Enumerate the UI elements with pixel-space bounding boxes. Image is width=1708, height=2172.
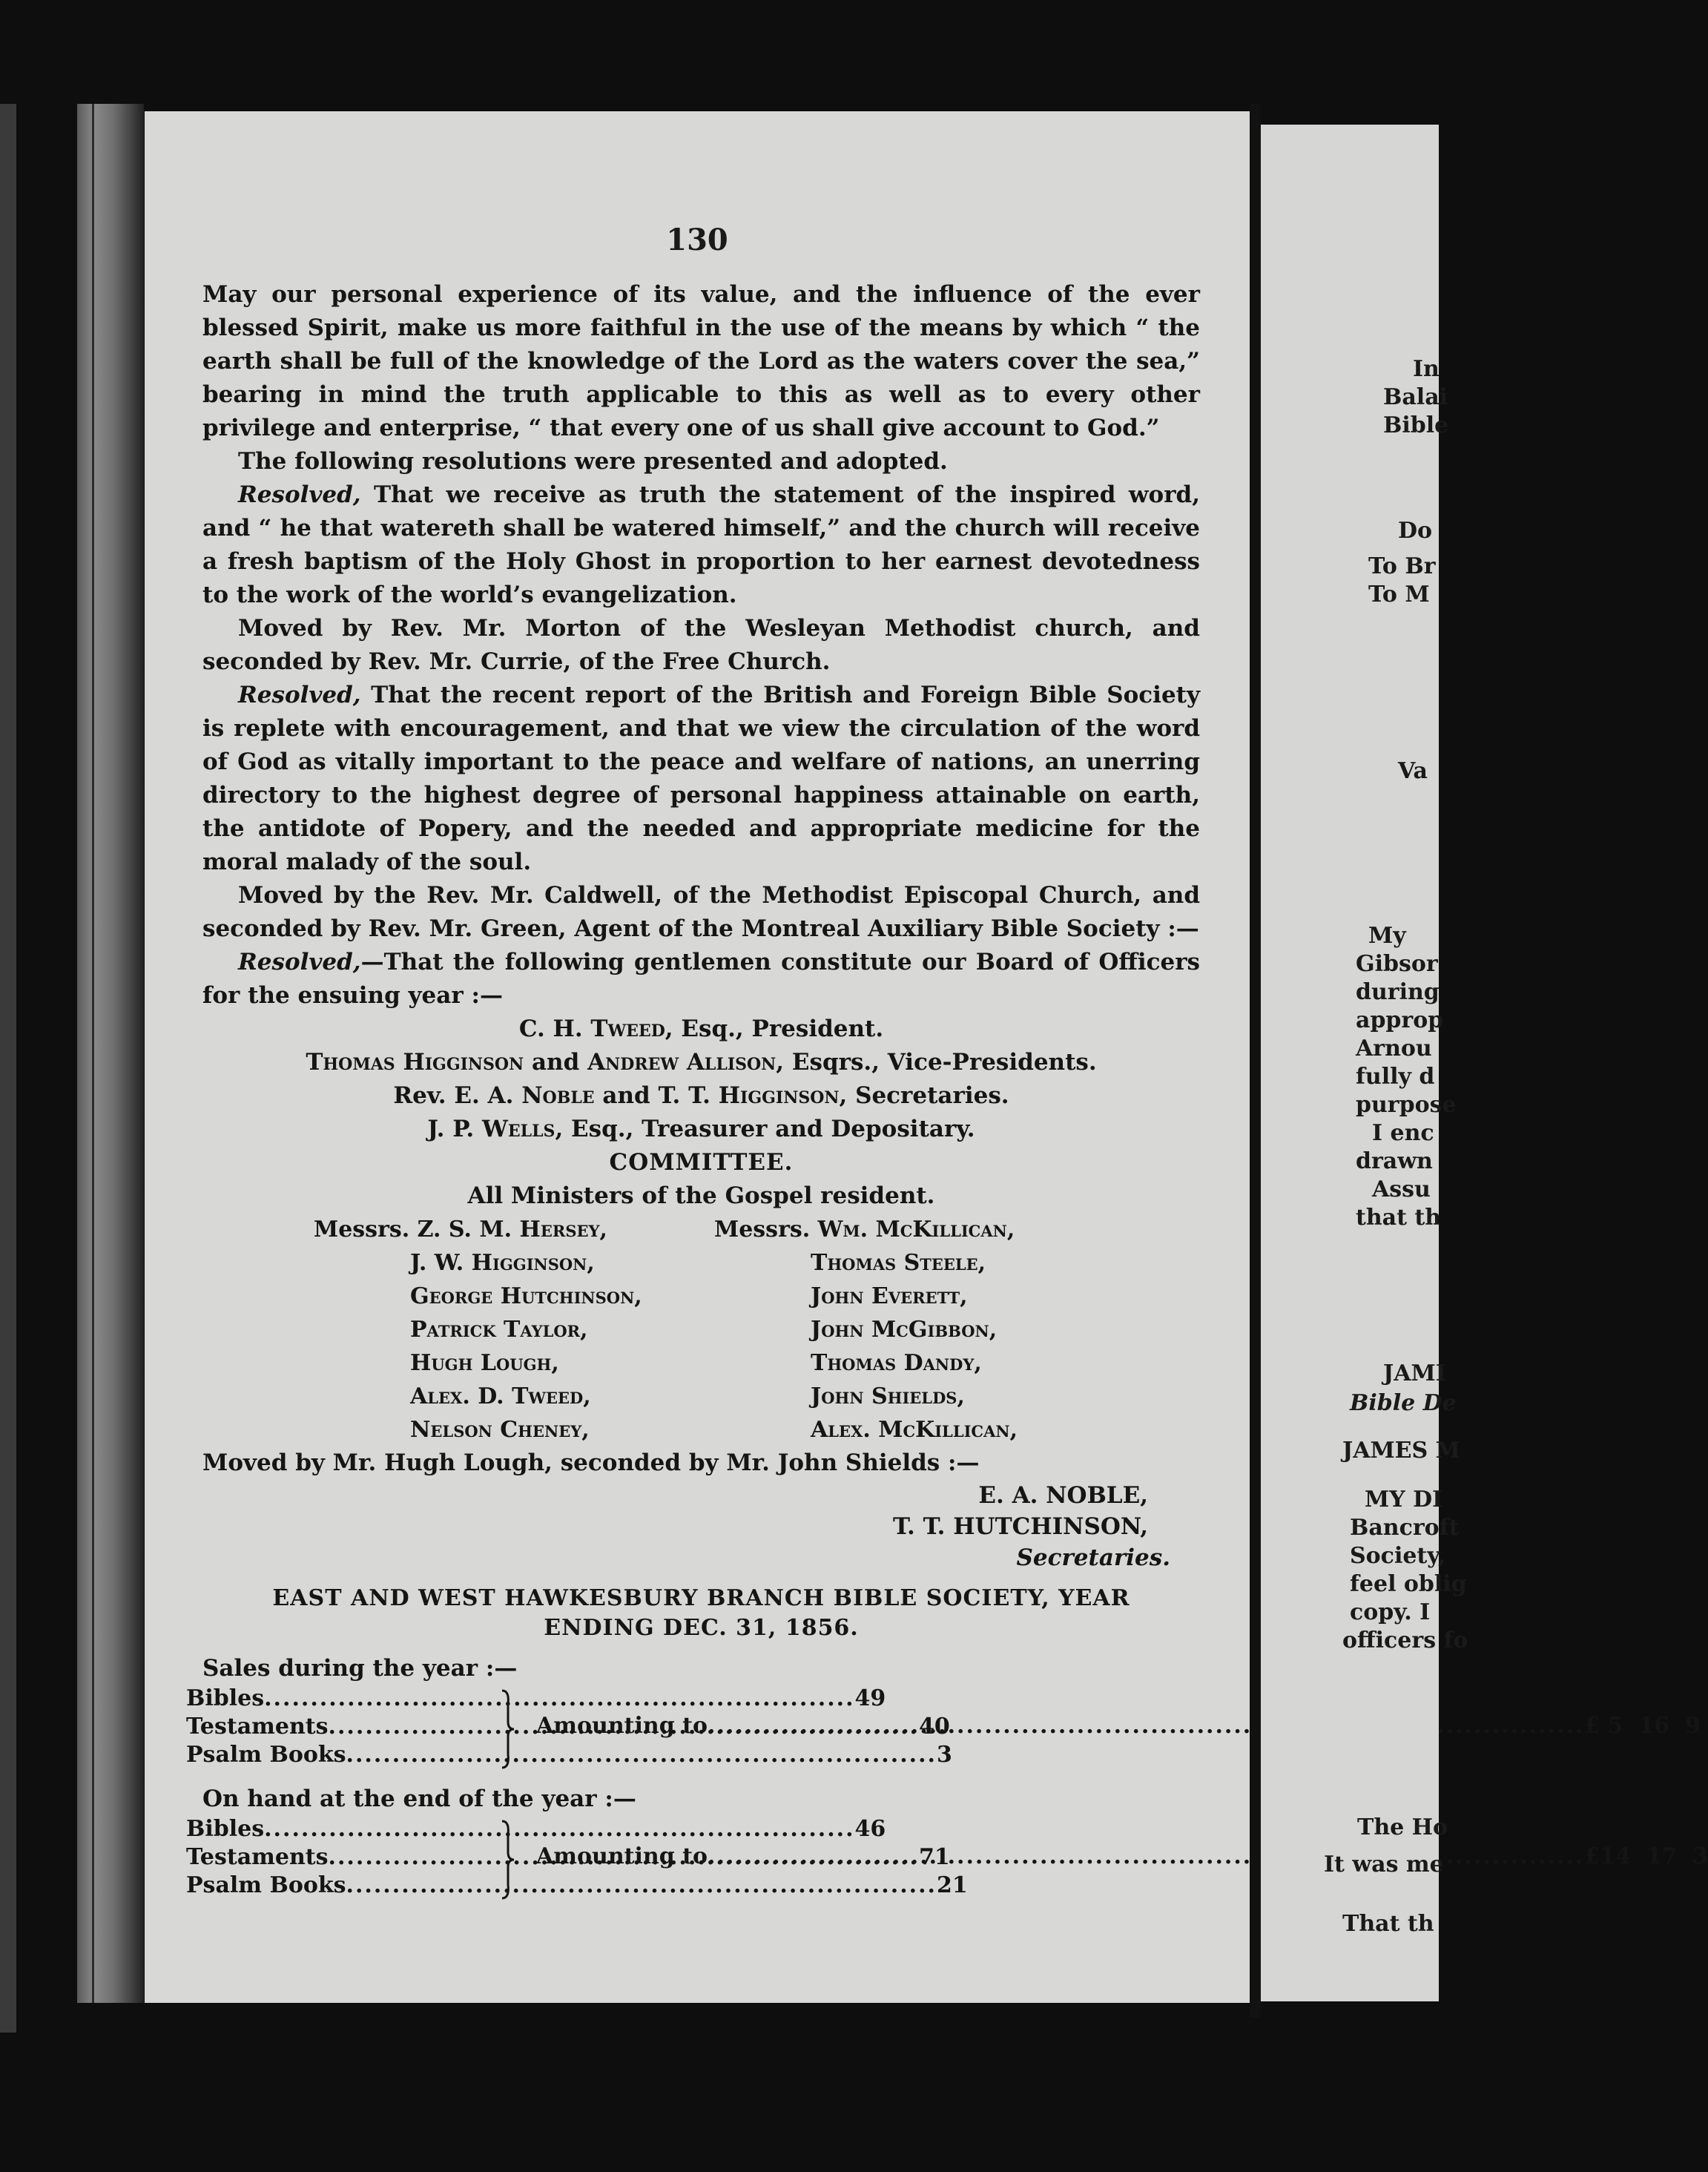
facing-page-fragment: MY DI [1365,1487,1443,1513]
facing-page-fragment: Bible De [1350,1390,1457,1416]
president-line [202,1013,1200,1046]
vice-president-name: Thomas Higginson [306,1049,524,1076]
facing-page-fragment: during [1356,979,1440,1005]
resolved-label: Resolved, [238,682,361,708]
facing-page-fragment: that th [1356,1205,1442,1231]
amount-value: £14 17 3 [1584,1843,1708,1869]
committee-member: John McGibbon, [811,1317,998,1343]
committee-member: George Hutchinson, [410,1283,642,1309]
secretaries-role: , Secretaries. [839,1082,1009,1109]
on-hand-heading: On hand at the end of the year :— [202,1786,636,1812]
book-edge [0,104,16,2033]
paragraph-text: The following resolutions were presented and adopted. [238,448,948,475]
brace-icon [501,1820,515,1900]
facing-page-fragment: approp [1356,1007,1444,1033]
treasurer-prefix: J. P. [427,1116,483,1142]
paragraph-text: That we receive as truth the statement of the inspired word, and “ he that watereth shall be watered himself,” and the church will receive a fresh baptism of the Holy Ghost in proportion to her earnest devotedness to the work of the world’s evangelization. [202,481,1200,608]
signatory: T. T. HUTCHINSON, [892,1513,1148,1540]
paragraph-text: Moved by the Rev. Mr. Caldwell, of the Methodist Episcopal Church, and seconded by Rev. Mr. Green, Agent of the Montreal Auxiliary Bible Society :— [202,882,1200,942]
amount-label: Amounting to [536,1843,708,1869]
vice-presidents-line [202,1046,1200,1079]
report-heading-line: EAST AND WEST HAWKESBURY BRANCH BIBLE SOCIETY, YEAR [272,1585,1130,1611]
facing-page-fragment: In [1413,356,1440,382]
item-count: 21 [936,1872,968,1898]
amount-value: £ 5 16 9 [1584,1713,1701,1739]
paragraph-text: —That the following gentlemen constitute our Board of Officers for the ensuing year :— [202,949,1200,1009]
resolution [202,946,1200,1013]
vice-president-name: Andrew Allison [587,1049,776,1076]
leader-dots [264,1815,854,1843]
page-number: 130 [666,223,728,257]
item-label: Testaments [186,1844,329,1870]
facing-page-fragment: That th [1342,1911,1434,1937]
committee-note: All Ministers of the Gospel resident. [467,1182,935,1209]
leader-dots [346,1872,937,1900]
report-heading [202,1584,1200,1643]
report-heading-line: ENDING DEC. 31, 1856. [544,1615,859,1641]
resolution [202,679,1200,879]
page-gutter [1250,104,1261,2018]
facing-page-fragment: The Ho [1357,1814,1448,1840]
facing-page-fragment: purpose [1356,1092,1457,1118]
committee-member [314,1213,642,1246]
item-label: Testaments [186,1714,329,1740]
facing-page-fragment: fully d [1356,1064,1435,1090]
facing-page-fragment: feel oblig [1350,1571,1467,1597]
committee-member: John Everett, [811,1283,968,1309]
leader-dots [708,1843,1584,1871]
vice-presidents-role: , Esqrs., Vice-Presidents. [776,1049,1097,1076]
sales-table [186,1685,1701,1774]
facing-page-fragment: Society, [1350,1543,1446,1569]
committee-member: John Shields, [811,1383,965,1409]
messrs-prefix: Messrs. [714,1217,818,1243]
secretary-conjunction: and T. T. [594,1082,719,1109]
committee-member: Alex. D. Tweed, [410,1383,591,1409]
sales-row [186,1741,952,1769]
item-count: 40 [918,1714,950,1740]
facing-page-fragment: To Br [1368,553,1436,579]
item-count: 3 [936,1742,952,1768]
paragraph [202,612,1200,679]
committee-member [714,1213,1018,1246]
leader-dots [264,1685,854,1713]
treasurer-line [202,1113,1200,1146]
resolution [202,478,1200,612]
facing-page-fragment: JAMI [1383,1360,1446,1386]
leader-dots [346,1741,937,1769]
treasurer-role: , Esq., Treasurer and Depositary. [555,1116,975,1142]
item-count: 46 [854,1816,886,1842]
committee-member: Patrick Taylor, [410,1317,588,1343]
leader-dots [708,1712,1584,1740]
book-spine [77,104,144,2003]
motion-line: Moved by Mr. Hugh Lough, seconded by Mr. John Shields :— [202,1449,980,1476]
signatories-title: Secretaries. [1016,1544,1170,1571]
committee-member: Thomas Steele, [811,1250,986,1276]
facing-page-fragment: It was me [1324,1852,1444,1878]
sales-heading: Sales during the year :— [202,1655,518,1682]
on-hand-row [186,1872,968,1900]
item-count: 71 [918,1844,950,1870]
paragraph-text: Moved by Rev. Mr. Morton of the Wesleyan Methodist church, and seconded by Rev. Mr. Currie, of the Free Church. [202,615,1200,675]
facing-page-fragment: Bible [1383,412,1449,438]
committee-member: Nelson Cheney, [410,1417,590,1443]
messrs-prefix: Messrs. [314,1217,418,1243]
amount-label: Amounting to [536,1713,708,1739]
committee-list [202,1213,1200,1447]
committee-member: Hugh Lough, [410,1350,559,1376]
paragraph [202,445,1200,478]
spine-line [92,104,94,2003]
committee-right-column [714,1213,1018,1447]
resolved-label: Resolved, [238,949,361,975]
committee-member: Alex. McKillican, [811,1417,1018,1443]
president-role: , Esq., President. [665,1016,884,1042]
president-name: C. H. Tweed [518,1016,665,1042]
facing-page-fragment: I enc [1372,1120,1434,1146]
secretary-prefix: Rev. E. A. [393,1082,522,1109]
facing-page-fragment: Bancroft [1350,1515,1460,1541]
facing-page-fragment: Do [1398,518,1433,544]
facing-page-fragment: Balai [1383,384,1448,410]
paragraph [202,879,1200,946]
committee-heading: COMMITTEE. [609,1149,794,1176]
paragraph-text: May our personal experience of its value, and the influence of the ever blessed Spirit, make us more faithful in the use of the means by which “ the earth shall be full of the knowledge of the Lord as the waters cover the sea,” bearing in mind the truth applicable to this as well as to every other privilege and enterprise, “ that every one of us shall give account to God.” [202,281,1200,441]
item-label: Psalm Books [186,1872,346,1898]
secretary-name: Higginson [718,1082,840,1109]
member-name: Wm. McKillican, [817,1217,1015,1243]
sales-amount [536,1712,1701,1740]
facing-page-fragment: officers fo [1342,1628,1468,1653]
secretary-name: Noble [521,1082,595,1109]
resolved-label: Resolved, [238,481,361,508]
committee-left-column [314,1213,642,1447]
committee-member: Thomas Dandy, [811,1350,982,1376]
paragraph [202,278,1200,445]
facing-page-fragment: Assu [1372,1176,1431,1202]
facing-page-fragment: Arnou [1356,1036,1432,1062]
conjunction: and [524,1049,588,1076]
item-label: Bibles [186,1685,265,1711]
facing-page-fragment: Va [1398,758,1428,784]
item-count: 49 [854,1685,886,1711]
signatory: E. A. NOBLE, [978,1482,1148,1509]
facing-page-fragment: JAMES M [1342,1438,1460,1464]
member-name: Z. S. M. Hersey, [417,1217,607,1243]
treasurer-name: Wells [482,1116,555,1142]
paragraph-text: That the recent report of the British and Foreign Bible Society is replete with encouragement, and that we view the circulation of the word of God as vitally important to the peace and welfare of nations, an unerring directory to the highest degree of personal happiness attainable on earth, the antidote of Popery, and the needed and appropriate medicine for the moral malady of the soul. [202,682,1200,875]
brace-icon [501,1689,515,1769]
item-label: Psalm Books [186,1742,346,1768]
facing-page-fragment: copy. I [1350,1599,1431,1625]
facing-page-fragment: My [1368,923,1406,949]
committee-member: J. W. Higginson, [410,1250,595,1276]
on-hand-row [186,1815,886,1843]
item-label: Bibles [186,1816,265,1842]
secretaries-line [202,1079,1200,1113]
sales-row [186,1685,886,1713]
facing-page [1261,125,1468,2001]
facing-page-fragment: To M [1368,582,1430,608]
facing-page-fragment: drawn [1356,1148,1433,1174]
facing-page-fragment: Gibsor [1356,951,1438,977]
